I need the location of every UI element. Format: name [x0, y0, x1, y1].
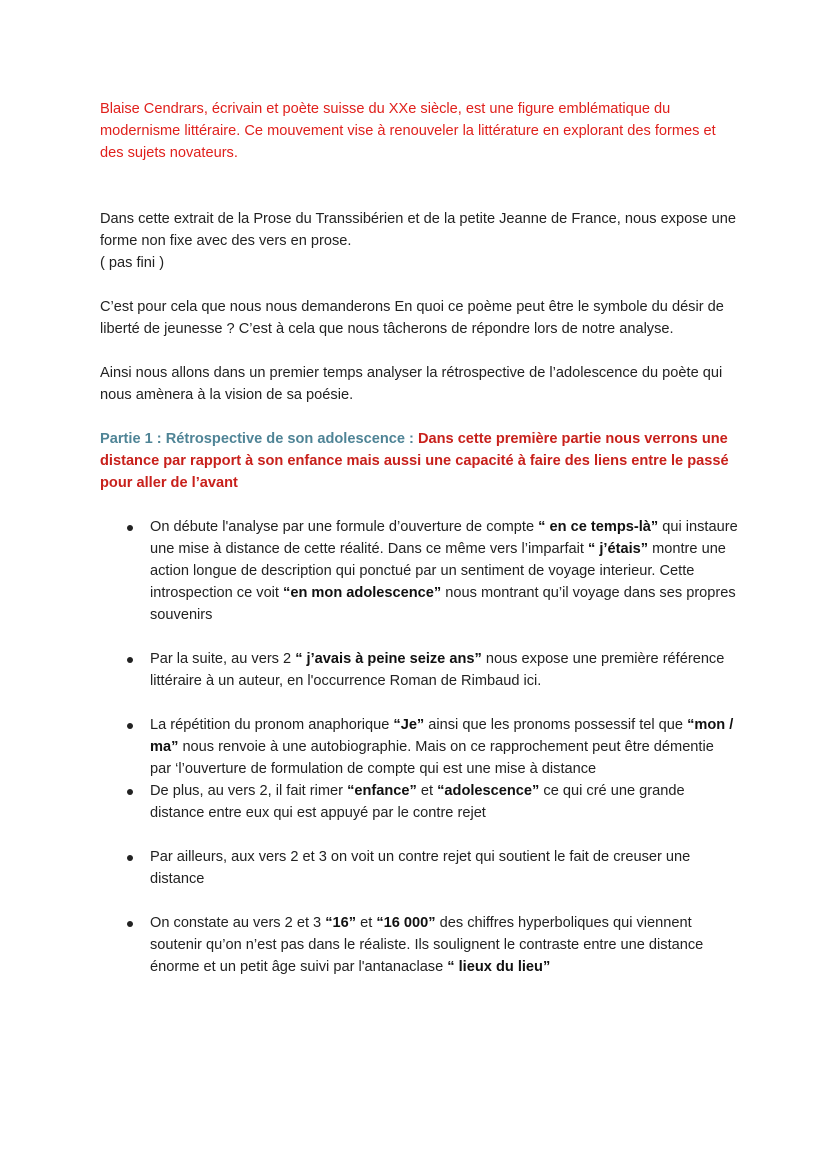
bullet-dot-icon — [127, 921, 133, 927]
bullet-quote: “ j’étais” — [588, 541, 649, 557]
bullet-quote: “16 000” — [376, 915, 436, 931]
bullet-quote: “ lieux du lieu” — [447, 959, 551, 975]
paragraph-extract: Dans cette extrait de la Prose du Transsibérien et de la petite Jeanne de France, nous expose une forme non fixe avec des vers en prose. — [100, 211, 737, 249]
bullet-text: ainsi que les pronoms possessif tel que — [424, 717, 688, 733]
bullet-text: des chiffres hyperboliques qui viennent soutenir qu’on n’est pas dans le réaliste. Ils soulignent le contraste entre une distance énorme et un petit âge suivi par l'antanaclase — [150, 915, 704, 975]
bullet-item-6 — [100, 912, 738, 978]
bullet-text: nous renvoie à une autobiographie. Mais on ce rapprochement peut être démentie par ‘l’ouverture de formulation de compte qui est une mise à distance — [150, 739, 714, 777]
bullet-text: De plus, au vers 2, il fait rimer — [150, 783, 348, 799]
bullet-text: Par ailleurs, aux vers 2 et 3 on voit un contre rejet qui soutient le fait de creuser une distance — [150, 849, 691, 887]
bullet-text: et — [416, 783, 438, 799]
part-1-heading — [100, 428, 738, 494]
bullet-text: qui instaure une mise à distance de cette réalité. Dans ce même vers l’imparfait — [150, 519, 738, 557]
bullet-text: Par la suite, au vers 2 — [150, 651, 296, 667]
bullet-quote: “ en ce temps-là” — [538, 519, 659, 535]
bullet-dot-icon — [127, 657, 133, 663]
paragraph-annonce-plan: Ainsi nous allons dans un premier temps analyser la rétrospective de l’adolescence du poète qui nous amènera à la vision de sa poésie. — [100, 365, 723, 403]
bullet-dot-icon — [127, 723, 133, 729]
bullet-quote: “mon / ma” — [150, 717, 734, 755]
bullet-text: On débute l'analyse par une formule d’ouverture de compte — [150, 519, 539, 535]
bullet-text: nous montrant qu’il voyage dans ses propres souvenirs — [150, 585, 736, 623]
bullet-text: et — [356, 915, 377, 931]
paragraph-problematique: C’est pour cela que nous nous demanderons En quoi ce poème peut être le symbole du désir de liberté de jeunesse ? C’est à cela que nous tâcherons de répondre lors de notre analyse. — [100, 299, 724, 337]
bullet-quote: “Je” — [393, 717, 425, 733]
bullet-item-5 — [100, 846, 738, 890]
intro-paragraph: Blaise Cendrars, écrivain et poète suisse du XXe siècle, est une figure emblématique du modernisme littéraire. Ce mouvement vise à renouveler la littérature en explorant des formes et des sujets novateurs. — [100, 101, 716, 161]
bullet-item-2 — [100, 648, 738, 692]
bullet-quote: “enfance” — [347, 783, 417, 799]
bullet-text: La répétition du pronom anaphorique — [150, 717, 394, 733]
bullet-dot-icon — [127, 789, 133, 795]
bullet-quote: “en mon adolescence” — [283, 585, 442, 601]
part-1-title: Partie 1 : Rétrospective de son adolescence : — [100, 431, 414, 447]
bullet-item-1 — [100, 516, 738, 626]
bullet-item-4 — [100, 780, 738, 824]
bullet-text: ce qui cré une grande distance entre eux qui est appuyé par le contre rejet — [150, 783, 685, 821]
part-1-description: Dans cette première partie nous verrons une distance par rapport à son enfance mais aussi une capacité à faire des liens entre le passé pour aller de l’avant — [100, 431, 729, 491]
bullet-quote: “ j’avais à peine seize ans” — [295, 651, 482, 667]
bullet-text: nous expose une première référence littéraire à un auteur, en l'occurrence Roman de Rimbaud ici. — [150, 651, 725, 689]
bullet-item-3 — [100, 714, 738, 780]
paragraph-note: ( pas fini ) — [100, 255, 165, 271]
bullet-dot-icon — [127, 525, 133, 531]
bullet-dot-icon — [127, 855, 133, 861]
bullet-quote: “adolescence” — [437, 783, 540, 799]
analysis-bullet-list — [100, 516, 738, 978]
bullet-quote: “16” — [325, 915, 357, 931]
bullet-text: On constate au vers 2 et 3 — [150, 915, 326, 931]
bullet-text: montre une action longue de description qui ponctué par un sentiment de voyage interieur. Cette introspection ce voit — [150, 541, 726, 601]
